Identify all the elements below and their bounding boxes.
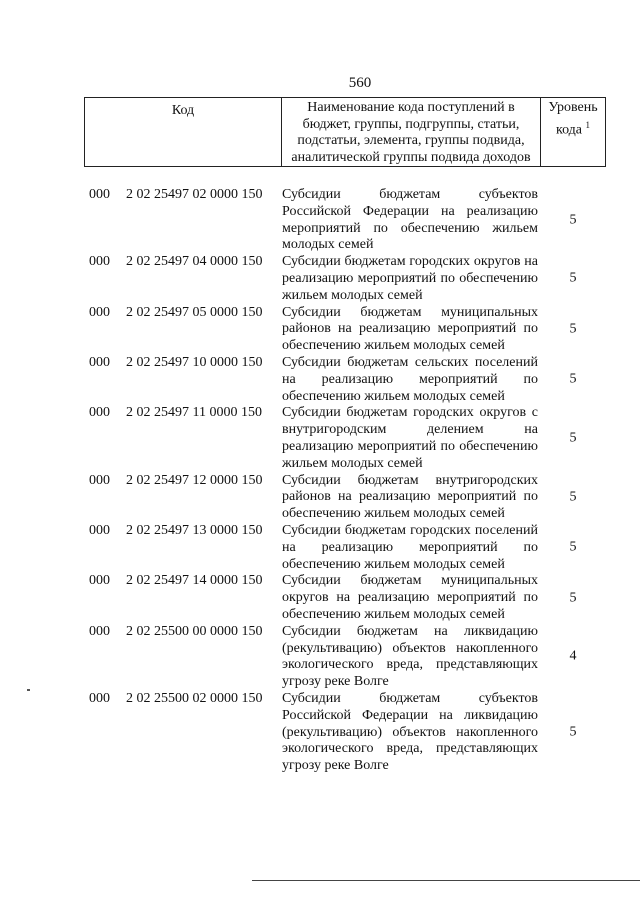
row-name: Субсидии бюджетам субъектов Российской Федерации на ликвидацию (рекультивацию) объектов накопленного экологического вреда, представляющих угрозу реке Волге: [282, 690, 538, 774]
row-name: Субсидии бюджетам муниципальных районов на реализацию мероприятий по обеспечению жильем молодых семей: [282, 304, 538, 354]
row-name: Субсидии бюджетам городских округов с внутригородским делением на реализацию мероприятий по обеспечению жильем молодых семей: [282, 405, 538, 471]
header-level: [541, 98, 605, 166]
row-name: Субсидии бюджетам на ликвидацию (рекультивацию) объектов накопленного экологического вреда, представляющих угрозу реке Волге: [282, 623, 538, 690]
row-level: 5: [569, 724, 577, 740]
header-name: [282, 98, 541, 166]
header-name-line: Наименование кода поступлений в: [307, 100, 515, 115]
row-name: Субсидии бюджетам сельских поселений на реализацию мероприятий по обеспечению жильем молодых семей: [282, 354, 538, 404]
row-code: 2 02 25497 04 0000 150: [126, 254, 263, 270]
row-name: Субсидии бюджетам внутригородских районов на реализацию мероприятий по обеспечению жильем молодых семей: [282, 472, 538, 522]
row-level: 5: [569, 539, 577, 555]
header-name-line: подстатьи, элемента, группы подвида,: [297, 133, 525, 148]
table-row: [0, 691, 640, 775]
row-prefix: 000: [89, 405, 110, 421]
table-row: [0, 473, 640, 523]
row-prefix: 000: [89, 690, 110, 706]
header-name-line: бюджет, группы, подгруппы, статьи,: [302, 116, 520, 132]
header-level-line: Уровень: [548, 100, 598, 115]
row-prefix: 000: [89, 187, 110, 202]
table-row: [0, 405, 640, 472]
row-code: 2 02 25497 13 0000 150: [126, 522, 263, 538]
row-level: 5: [569, 212, 577, 228]
row-prefix: 000: [89, 623, 110, 639]
table-row: [0, 305, 640, 355]
table-row: [0, 624, 640, 691]
row-code: 2 02 25497 12 0000 150: [126, 472, 263, 488]
row-level: 5: [569, 270, 577, 286]
row-prefix: 000: [89, 522, 110, 538]
row-name: Субсидии бюджетам городских округов на реализацию мероприятий по обеспечению жильем молодых семей: [282, 254, 538, 303]
row-prefix: 000: [89, 304, 110, 320]
page-number: 560: [348, 75, 372, 91]
table-row: [0, 254, 640, 304]
row-name: Субсидии бюджетам субъектов Российской Федерации на реализацию мероприятий по обеспечению жильем молодых семей: [282, 187, 538, 253]
row-code: 2 02 25497 11 0000 150: [126, 405, 262, 421]
row-code: 2 02 25497 02 0000 150: [126, 187, 263, 202]
row-prefix: 000: [89, 254, 110, 270]
table-body: [0, 187, 640, 775]
row-level: 5: [569, 321, 577, 337]
header-level-line: [541, 117, 605, 139]
row-level: 5: [569, 430, 577, 446]
row-prefix: 000: [89, 573, 110, 589]
row-name: Субсидии бюджетам городских поселений на реализацию мероприятий по обеспечению жильем молодых семей: [282, 522, 538, 572]
table-row: [0, 187, 640, 254]
table-row: [0, 573, 640, 623]
row-level: 4: [569, 648, 577, 664]
row-code: 2 02 25500 00 0000 150: [126, 623, 263, 639]
header-level-word: кода: [555, 122, 583, 138]
footnote-marker: 1: [585, 119, 591, 130]
row-code: 2 02 25500 02 0000 150: [126, 690, 263, 706]
header-code: Код: [85, 98, 282, 166]
row-code: 2 02 25497 14 0000 150: [126, 573, 263, 589]
row-level: 5: [569, 371, 577, 387]
row-code: 2 02 25497 05 0000 150: [126, 304, 263, 320]
scan-artifact-line: [252, 880, 640, 881]
row-name: Субсидии бюджетам муниципальных округов на реализацию мероприятий по обеспечению жильем молодых семей: [282, 573, 538, 622]
table-header: [84, 97, 606, 167]
table-row: [0, 523, 640, 573]
row-code: 2 02 25497 10 0000 150: [126, 354, 263, 370]
scan-artifact-dot: [27, 689, 30, 691]
row-prefix: 000: [89, 354, 110, 370]
row-level: 5: [569, 489, 577, 505]
header-name-line: аналитической группы подвида доходов: [291, 149, 531, 165]
table-row: [0, 355, 640, 405]
row-prefix: 000: [89, 472, 110, 488]
row-level: 5: [569, 590, 577, 606]
